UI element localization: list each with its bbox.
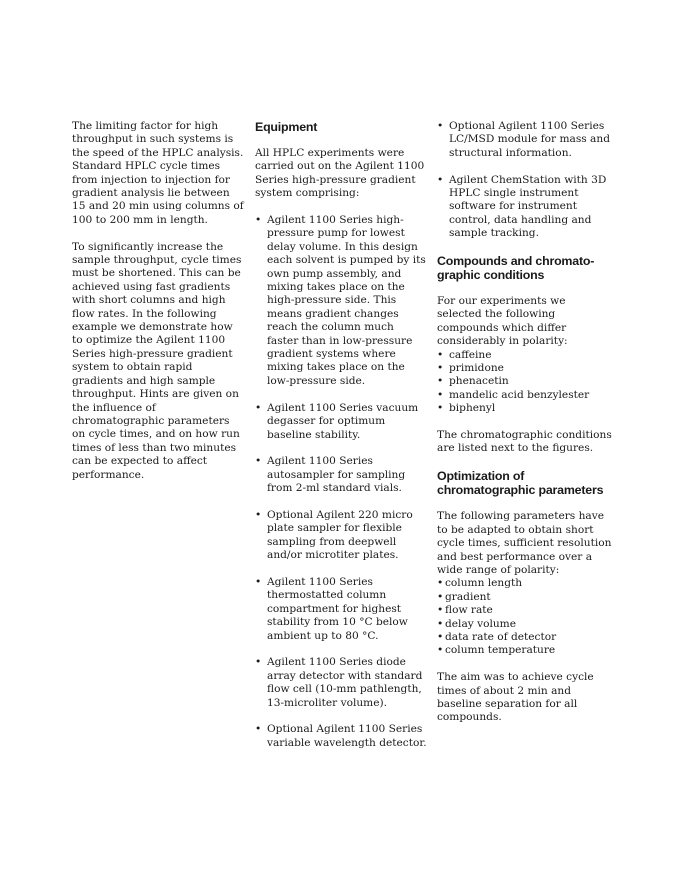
equipment-item: • Optional Agilent 1100 Series variable wavelength detector. — [255, 723, 427, 750]
equipment-item: • Agilent 1100 Series autosampler for sampling from 2-ml standard vials. — [255, 455, 427, 495]
equipment-list — [255, 214, 427, 750]
intro-paragraph-1: The limiting factor for high throughput in such systems is the speed of the HPLC analysis. Standard HPLC cycle times from injection to injection for gradient analysis lie between 15 and 20 min using columns of 100 to 200 mm in length. — [72, 120, 244, 226]
equipment-item: • Optional Agilent 1100 Series LC/MSD module for mass and structural information. — [437, 120, 612, 160]
conditions-note: The chromatographic conditions are listed next to the figures. — [437, 429, 612, 455]
column-left — [72, 120, 244, 495]
compound-item: • mandelic acid benzylester — [437, 389, 612, 402]
equipment-item: • Agilent 1100 Series diode array detector with standard flow cell (10-mm pathlength, 13-microliter volume). — [255, 656, 427, 710]
equipment-item: • Agilent 1100 Series high-pressure pump for lowest delay volume. In this design each solvent is pumped by its own pump assembly, and mixing takes place on the high-pressure side. This means gradient changes reach the column much faster than in low-pressure gradient systems where mixing takes place on the low-pressure side. — [255, 214, 427, 388]
optimization-intro: The following parameters have to be adapted to obtain short cycle times, sufficient resolution and best performance over a wide range of polarity: — [437, 510, 612, 576]
parameter-list — [437, 577, 612, 657]
equipment-intro: All HPLC experiments were carried out on the Agilent 1100 Series high-pressure gradient system comprising: — [255, 147, 425, 200]
compound-item: • primidone — [437, 362, 612, 375]
equipment-heading: Equipment — [255, 120, 318, 134]
column-middle — [255, 120, 427, 764]
optimization-heading: Optimization of chromatographic parameters — [437, 469, 604, 498]
intro-paragraph-2: To significantly increase the sample throughput, cycle times must be shortened. This can be achieved using fast gradients with short columns and high flow rates. In the following example we demonstrate how to optimize the Agilent 1100 Series high-pressure gradient system to obtain rapid gradients and high sample throughput. Hints are given on the influence of chromatographic parameters on cycle times, and on how run times of less than two minutes can be expected to affect performance. — [72, 240, 242, 481]
parameter-item: • delay volume — [437, 618, 612, 631]
parameter-item: • column length — [437, 577, 612, 590]
parameter-item: • column temperature — [437, 644, 612, 657]
compound-item: • biphenyl — [437, 402, 612, 415]
parameter-item: • data rate of detector — [437, 631, 612, 644]
parameter-item: • flow rate — [437, 604, 612, 617]
equipment-item: • Agilent 1100 Series vacuum degasser for optimum baseline stability. — [255, 402, 427, 442]
equipment-item: • Agilent 1100 Series thermostatted column compartment for highest stability from 10 °C below ambient up to 80 °C. — [255, 576, 427, 643]
column-right — [437, 120, 612, 738]
equipment-item: • Optional Agilent 220 micro plate sampler for flexible sampling from deepwell and/or microtiter plates. — [255, 509, 427, 563]
compound-item: • phenacetin — [437, 375, 612, 388]
equipment-item: • Agilent ChemStation with 3D HPLC single instrument software for instrument control, data handling and sample tracking. — [437, 174, 612, 241]
parameter-item: • gradient — [437, 591, 612, 604]
compounds-heading: Compounds and chromatographic conditions — [437, 254, 595, 283]
aim-paragraph: The aim was to achieve cycle times of about 2 min and baseline separation for all compounds. — [437, 671, 594, 724]
compound-item: • caffeine — [437, 349, 612, 362]
compounds-intro: For our experiments we selected the following compounds which differ considerably in polarity: — [437, 295, 568, 348]
compound-list — [437, 349, 612, 416]
equipment-list-continued — [437, 120, 612, 241]
